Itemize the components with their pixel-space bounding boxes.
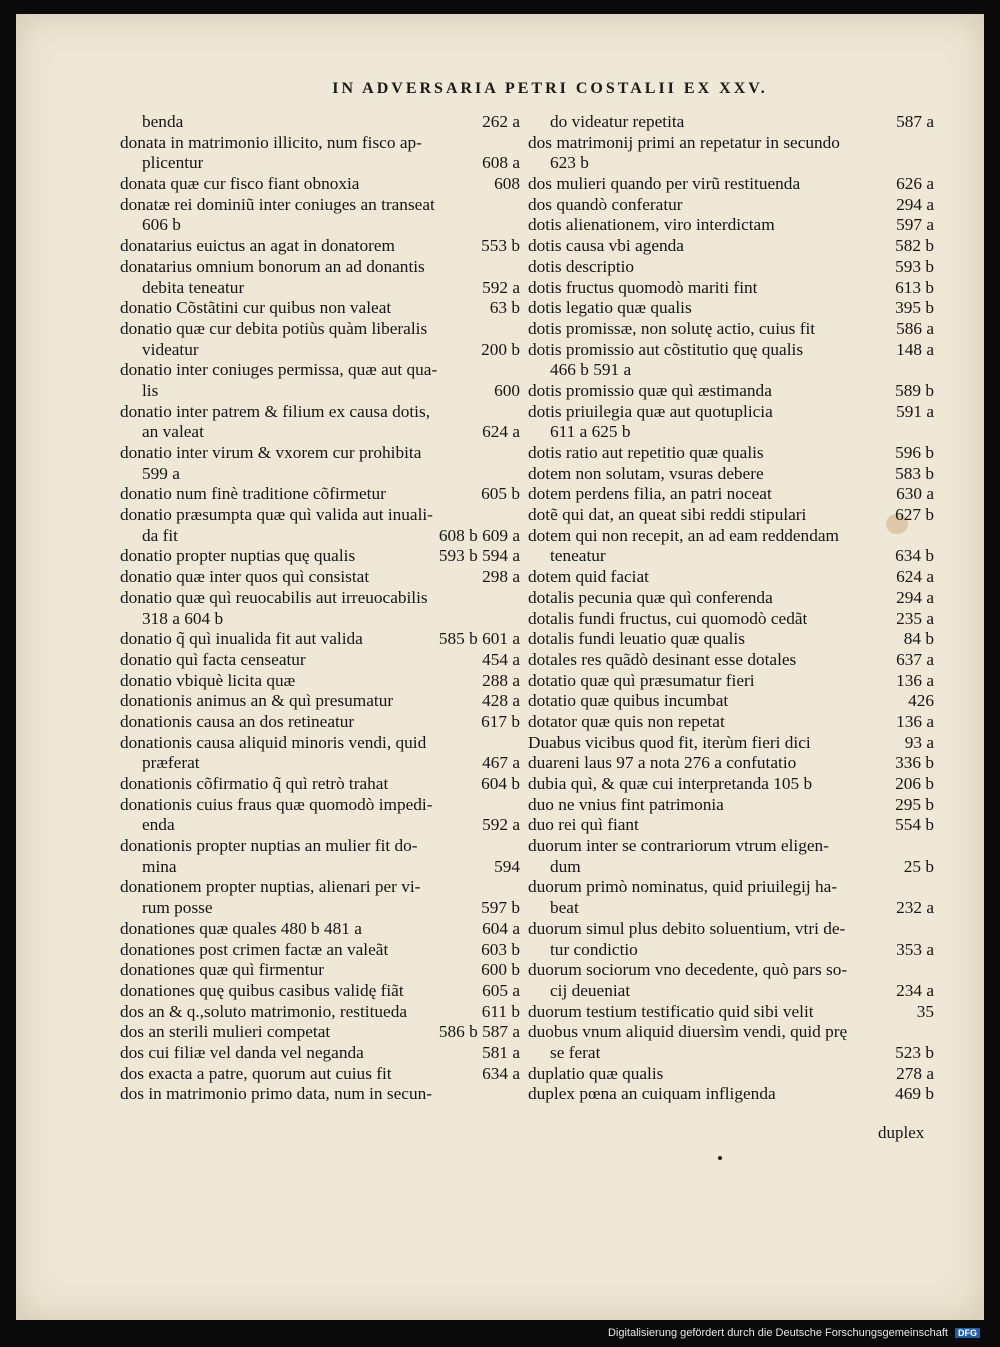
- entry-page-ref: 582 b: [895, 236, 934, 256]
- entry-text: donatarius omnium bonorum an ad donantis: [120, 256, 425, 276]
- index-entry-line: [528, 236, 934, 257]
- entry-text: dos exacta a patre, quorum aut cuius fit: [120, 1063, 392, 1083]
- entry-text: dotalis fundi leuatio quæ qualis: [528, 629, 745, 649]
- entry-text: donatio quæ inter quos quì consistat: [120, 567, 370, 587]
- entry-page-ref: 232 a: [896, 898, 934, 918]
- entry-text: donatio vbiquè licita quæ: [120, 670, 296, 690]
- entry-text: da fit: [142, 525, 178, 545]
- index-entry-line: [528, 795, 934, 816]
- entry-text: dos quandò conferatur: [528, 194, 683, 214]
- entry-text: enda: [142, 815, 175, 835]
- entry-page-ref: [928, 422, 934, 443]
- index-entry-line: [528, 733, 934, 754]
- index-entry-line: [120, 691, 520, 712]
- index-entry-line: [528, 402, 934, 423]
- index-entry-line: [120, 153, 520, 174]
- entry-text: dos mulieri quando per virũ restituenda: [528, 174, 801, 194]
- entry-page-ref: 84 b: [903, 629, 934, 649]
- entry-text: donatæ rei dominiũ inter coniuges an transeat: [120, 194, 435, 214]
- entry-page-ref: 591 a: [896, 401, 934, 421]
- entry-page-ref: 523 b: [895, 1042, 934, 1062]
- entry-page-ref: 395 b: [895, 298, 934, 318]
- entry-page-ref: 278 a: [896, 1063, 934, 1083]
- entry-page-ref: 295 b: [895, 794, 934, 814]
- index-entry-line: [528, 1022, 934, 1043]
- index-entry-line: [120, 940, 520, 961]
- index-entry-line: [120, 712, 520, 733]
- entry-text: duplex pœna an cuiquam infligenda: [528, 1084, 776, 1104]
- index-entry-line: [528, 298, 934, 319]
- entry-page-ref: [514, 464, 520, 485]
- index-entry-line: [120, 215, 520, 236]
- entry-text: dotẽ qui dat, an queat sibi reddi stipulari: [528, 505, 807, 525]
- entry-text: donatio Cõstãtini cur quibus non valeat: [120, 298, 392, 318]
- entry-page-ref: 288 a: [482, 670, 520, 690]
- index-entry-line: [528, 546, 934, 567]
- dfg-logo-icon: DFG: [955, 1328, 980, 1338]
- entry-page-ref: 613 b: [895, 277, 934, 297]
- index-entry-line: [120, 753, 520, 774]
- entry-page-ref: [514, 505, 520, 526]
- index-entry-line: [528, 422, 934, 443]
- entry-text: donata quæ cur fisco fiant obnoxia: [120, 174, 360, 194]
- index-entry-line: [528, 174, 934, 195]
- entry-page-ref: 603 b: [481, 939, 520, 959]
- digitization-credit: [608, 1327, 980, 1339]
- index-entry-line: [120, 795, 520, 816]
- index-entry-line: [528, 898, 934, 919]
- entry-text: donatio num finè traditione cõfirmetur: [120, 484, 386, 504]
- entry-page-ref: 553 b: [481, 236, 520, 256]
- entry-page-ref: [514, 836, 520, 857]
- entry-text: lis: [142, 380, 159, 400]
- entry-text: 623 b: [550, 153, 589, 173]
- entry-text: dotis ratio aut repetitio quæ qualis: [528, 443, 764, 462]
- index-entry-line: [528, 112, 934, 133]
- index-entry-line: [120, 526, 520, 547]
- entry-page-ref: 586 a: [896, 318, 934, 338]
- index-entry-line: [528, 877, 934, 898]
- index-entry-line: [528, 857, 934, 878]
- entry-text: dotis alienationem, viro interdictam: [528, 215, 775, 235]
- entry-text: dotis legatio quæ qualis: [528, 298, 692, 318]
- entry-page-ref: 35: [916, 1001, 934, 1021]
- entry-text: 611 a 625 b: [550, 422, 631, 442]
- index-entry-line: [120, 298, 520, 319]
- entry-text: rum posse: [142, 898, 213, 918]
- entry-page-ref: 608 b 609 a: [438, 525, 520, 545]
- entry-text: 318 a 604 b: [142, 608, 224, 628]
- entry-page-ref: 593 b: [895, 256, 934, 276]
- index-column-left: [120, 112, 520, 1105]
- entry-text: donationis causa an dos retineatur: [120, 711, 355, 731]
- index-entry-line: [120, 629, 520, 650]
- entry-text: duorum testium testificatio quid sibi velit: [528, 1001, 814, 1021]
- entry-page-ref: [514, 877, 520, 898]
- entry-page-ref: 597 b: [481, 898, 520, 918]
- index-column-right: [528, 112, 934, 1105]
- entry-text: 606 b: [142, 215, 181, 235]
- entry-page-ref: [928, 836, 934, 857]
- index-entry-line: [528, 629, 934, 650]
- entry-text: donatio præsumpta quæ quì valida aut inuali-: [120, 505, 433, 525]
- index-entry-line: [528, 650, 934, 671]
- entry-page-ref: [928, 153, 934, 174]
- index-entry-line: [120, 588, 520, 609]
- entry-page-ref: [928, 877, 934, 898]
- entry-text: donationis cõfirmatio q̃ quì retrò trahat: [120, 774, 389, 793]
- entry-text: debita teneatur: [142, 277, 245, 297]
- entry-text: dotis promissæ, non solutę actio, cuius fit: [528, 318, 816, 338]
- index-entry-line: [120, 774, 520, 795]
- index-entry-line: [120, 174, 520, 195]
- entry-text: præferat: [142, 753, 200, 773]
- entry-page-ref: 353 a: [896, 939, 934, 959]
- entry-page-ref: [928, 133, 934, 154]
- entry-page-ref: 581 a: [482, 1042, 520, 1062]
- entry-page-ref: 298 a: [482, 567, 520, 587]
- entry-page-ref: [514, 443, 520, 464]
- index-entry-line: [120, 278, 520, 299]
- index-entry-line: [528, 960, 934, 981]
- entry-page-ref: 604 a: [482, 918, 520, 938]
- index-entry-line: [120, 112, 520, 133]
- index-entry-line: [528, 360, 934, 381]
- index-entry-line: [120, 609, 520, 630]
- entry-page-ref: 587 a: [896, 112, 934, 131]
- index-entry-line: [120, 1002, 520, 1023]
- entry-page-ref: 63 b: [489, 298, 520, 318]
- index-entry-line: [120, 257, 520, 278]
- entry-page-ref: [928, 1022, 934, 1043]
- entry-page-ref: 611 b: [481, 1001, 520, 1021]
- entry-text: donationes quę quibus casibus validę fiãt: [120, 980, 404, 1000]
- running-header: IN ADVERSARIA PETRI COSTALII EX XXV.: [332, 80, 768, 97]
- index-entry-line: [120, 402, 520, 423]
- entry-text: dotem perdens filia, an patri noceat: [528, 484, 772, 504]
- entry-text: videatur: [142, 339, 199, 359]
- entry-text: donationis cuius fraus quæ quomodò impedi-: [120, 794, 433, 814]
- index-entry-line: [120, 546, 520, 567]
- entry-text: se ferat: [550, 1042, 601, 1062]
- entry-text: dotatio quæ quibus incumbat: [528, 691, 729, 711]
- index-entry-line: [528, 443, 934, 464]
- index-entry-line: [120, 1064, 520, 1085]
- entry-text: beat: [550, 898, 579, 918]
- entry-text: dotis fructus quomodò mariti fint: [528, 277, 758, 297]
- entry-text: donatio quì facta censeatur: [120, 649, 306, 669]
- entry-text: dotatio quæ quì præsumatur fieri: [528, 670, 755, 690]
- catchword: duplex: [878, 1123, 925, 1142]
- printer-ornament-dot: [718, 1156, 722, 1160]
- index-entry-line: [528, 919, 934, 940]
- index-entry-line: [528, 278, 934, 299]
- entry-text: donationis causa aliquid minoris vendi, quid: [120, 732, 427, 752]
- entry-text: dubia quì, & quæ cui interpretanda 105 b: [528, 774, 813, 793]
- index-entry-line: [528, 340, 934, 361]
- entry-text: Duabus vicibus quod fit, iterùm fieri dici: [528, 732, 811, 752]
- entry-text: dotem quid faciat: [528, 567, 649, 587]
- index-entry-line: [120, 319, 520, 340]
- index-entry-line: [120, 1084, 520, 1105]
- entry-page-ref: 262 a: [482, 112, 520, 131]
- entry-page-ref: 626 a: [896, 174, 934, 194]
- entry-text: duorum sociorum vno decedente, quò pars so-: [528, 960, 848, 980]
- entry-page-ref: 593 b 594 a: [438, 546, 520, 566]
- entry-page-ref: [514, 402, 520, 423]
- entry-page-ref: 93 a: [904, 732, 934, 752]
- entry-page-ref: 604 b: [481, 774, 520, 793]
- entry-text: mina: [142, 856, 177, 876]
- index-entry-line: [120, 340, 520, 361]
- entry-page-ref: [514, 609, 520, 630]
- entry-text: duareni laus 97 a nota 276 a confutatio: [528, 753, 797, 773]
- index-entry-line: [528, 836, 934, 857]
- entry-text: dotis priuilegia quæ aut quotuplicia: [528, 401, 773, 421]
- index-entry-line: [120, 567, 520, 588]
- entry-text: donationem propter nuptias, alienari per vi-: [120, 877, 421, 897]
- entry-page-ref: 235 a: [896, 608, 934, 628]
- entry-text: donatio quæ cur debita potiùs quàm liberalis: [120, 318, 428, 338]
- index-entry-line: [120, 1043, 520, 1064]
- index-entry-line: [120, 133, 520, 154]
- entry-page-ref: 624 a: [896, 567, 934, 587]
- index-entry-line: [120, 671, 520, 692]
- entry-page-ref: 554 b: [895, 815, 934, 835]
- entry-page-ref: 206 b: [895, 774, 934, 793]
- entry-page-ref: [928, 360, 934, 381]
- index-entry-line: [528, 133, 934, 154]
- entry-page-ref: 597 a: [896, 215, 934, 235]
- entry-text: donatarius euictus an agat in donatorem: [120, 236, 395, 256]
- credit-text: Digitalisierung gefördert durch die Deutsche Forschungsgemeinschaft: [607, 1327, 948, 1339]
- entry-text: dos matrimonij primi an repetatur in secundo: [528, 132, 840, 152]
- entry-text: dotem qui non recepit, an ad eam reddendam: [528, 525, 839, 545]
- entry-page-ref: 627 b: [895, 505, 934, 525]
- entry-text: donatio q̃ quì inualida fit aut valida: [120, 629, 363, 649]
- entry-text: donationis propter nuptias an mulier fit do-: [120, 836, 418, 856]
- entry-page-ref: 148 a: [896, 339, 934, 359]
- entry-page-ref: 617 b: [481, 711, 520, 731]
- entry-page-ref: 294 a: [896, 194, 934, 214]
- entry-text: plicentur: [142, 153, 204, 173]
- entry-text: dotis descriptio: [528, 256, 635, 276]
- entry-page-ref: 592 a: [482, 815, 520, 835]
- index-entry-line: [528, 609, 934, 630]
- index-entry-line: [528, 753, 934, 774]
- entry-page-ref: [514, 319, 520, 340]
- entry-page-ref: 294 a: [896, 587, 934, 607]
- index-entry-line: [528, 153, 934, 174]
- entry-page-ref: [514, 733, 520, 754]
- index-entry-line: [528, 815, 934, 836]
- entry-page-ref: 592 a: [482, 277, 520, 297]
- index-entry-line: [120, 464, 520, 485]
- entry-text: 466 b 591 a: [550, 360, 632, 380]
- entry-text: duorum primò nominatus, quid priuilegij ha-: [528, 877, 838, 897]
- entry-text: duplatio quæ qualis: [528, 1063, 664, 1083]
- entry-text: duorum simul plus debito soluentium, vtri de-: [528, 918, 846, 938]
- index-entry-line: [528, 257, 934, 278]
- entry-text: teneatur: [550, 546, 606, 566]
- entry-page-ref: 634 a: [482, 1063, 520, 1083]
- entry-text: dotem non solutam, vsuras debere: [528, 463, 764, 483]
- entry-page-ref: [514, 360, 520, 381]
- index-entry-line: [528, 215, 934, 236]
- index-entry-line: [528, 319, 934, 340]
- index-entry-line: [120, 360, 520, 381]
- entry-text: dum: [550, 856, 581, 876]
- entry-text: donationes post crimen factæ an valeãt: [120, 939, 389, 959]
- entry-page-ref: 426: [908, 691, 934, 711]
- index-entry-line: [528, 1002, 934, 1023]
- entry-page-ref: 136 a: [896, 711, 934, 731]
- index-entry-line: [120, 919, 520, 940]
- index-entry-line: [120, 960, 520, 981]
- entry-page-ref: 585 b 601 a: [438, 629, 520, 649]
- entry-page-ref: 630 a: [896, 484, 934, 504]
- index-entry-line: [528, 588, 934, 609]
- index-entry-line: [528, 1043, 934, 1064]
- entry-page-ref: [928, 960, 934, 981]
- index-entry-line: [120, 877, 520, 898]
- entry-page-ref: 589 b: [895, 380, 934, 400]
- entry-page-ref: 586 b 587 a: [438, 1022, 520, 1042]
- index-entry-line: [528, 671, 934, 692]
- entry-page-ref: 596 b: [895, 443, 934, 462]
- entry-page-ref: 637 a: [896, 649, 934, 669]
- entry-text: donatio quæ quì reuocabilis aut irreuocabilis: [120, 587, 428, 607]
- entry-text: dotales res quãdò desinant esse dotales: [528, 649, 797, 669]
- index-entry-line: [120, 857, 520, 878]
- index-entry-line: [528, 526, 934, 547]
- index-entry-line: [120, 733, 520, 754]
- index-entry-line: [528, 940, 934, 961]
- entry-text: dos in matrimonio primo data, num in secun-: [120, 1084, 432, 1104]
- index-entry-line: [120, 981, 520, 1002]
- entry-page-ref: [514, 215, 520, 236]
- index-entry-line: [120, 195, 520, 216]
- index-entry-line: [120, 1022, 520, 1043]
- entry-page-ref: [928, 919, 934, 940]
- entry-text: an valeat: [142, 422, 204, 442]
- entry-text: 599 a: [142, 463, 180, 483]
- entry-text: donatio propter nuptias quę qualis: [120, 546, 356, 566]
- entry-page-ref: 600: [494, 380, 520, 400]
- entry-text: duo ne vnius fint patrimonia: [528, 794, 724, 814]
- entry-page-ref: [514, 588, 520, 609]
- entry-page-ref: 428 a: [482, 691, 520, 711]
- entry-text: donationis animus an & quì presumatur: [120, 691, 394, 711]
- entry-page-ref: 200 b: [481, 339, 520, 359]
- entry-text: dos an sterili mulieri competat: [120, 1022, 331, 1042]
- index-entry-line: [120, 484, 520, 505]
- entry-page-ref: 469 b: [895, 1084, 934, 1104]
- entry-page-ref: 634 b: [895, 546, 934, 566]
- entry-page-ref: 608: [494, 174, 520, 194]
- entry-page-ref: [928, 526, 934, 547]
- index-entry-line: [528, 505, 934, 526]
- entry-text: duorum inter se contrariorum vtrum eligen-: [528, 836, 829, 856]
- index-entry-line: [120, 650, 520, 671]
- entry-page-ref: 605 a: [482, 980, 520, 1000]
- entry-page-ref: 600 b: [481, 960, 520, 980]
- entry-page-ref: [514, 257, 520, 278]
- entry-text: dotator quæ quis non repetat: [528, 711, 725, 731]
- entry-page-ref: 467 a: [482, 753, 520, 773]
- entry-page-ref: 234 a: [896, 980, 934, 1000]
- index-entry-line: [120, 422, 520, 443]
- entry-text: dotalis fundi fructus, cui quomodò cedãt: [528, 608, 808, 628]
- entry-text: tur condictio: [550, 939, 638, 959]
- index-entry-line: [528, 381, 934, 402]
- entry-page-ref: 605 b: [481, 484, 520, 504]
- index-entry-line: [528, 464, 934, 485]
- entry-page-ref: 136 a: [896, 670, 934, 690]
- entry-page-ref: 454 a: [482, 649, 520, 669]
- entry-text: benda: [142, 112, 184, 131]
- entry-page-ref: 594: [494, 856, 520, 876]
- entry-text: donatio inter coniuges permissa, quæ aut qua-: [120, 360, 438, 380]
- entry-page-ref: 25 b: [903, 856, 934, 876]
- index-entry-line: [120, 898, 520, 919]
- index-entry-line: [528, 195, 934, 216]
- entry-text: cij deueniat: [550, 980, 631, 1000]
- entry-text: donationes quæ quales 480 b 481 a: [120, 918, 362, 938]
- index-entry-line: [120, 443, 520, 464]
- entry-text: dos an & q.,soluto matrimonio, restitueda: [120, 1001, 408, 1021]
- entry-text: duobus vnum aliquid diuersìm vendi, quid prę: [528, 1022, 848, 1042]
- entry-text: donata in matrimonio illicito, num fisco ap-: [120, 132, 422, 152]
- index-entry-line: [528, 691, 934, 712]
- index-entry-line: [528, 712, 934, 733]
- entry-text: dotis promissio quæ quì æstimanda: [528, 380, 772, 400]
- entry-text: dotis causa vbi agenda: [528, 236, 684, 256]
- entry-text: donatio inter patrem & filium ex causa dotis,: [120, 401, 431, 421]
- index-entry-line: [528, 1064, 934, 1085]
- index-entry-line: [528, 484, 934, 505]
- entry-page-ref: 608 a: [482, 153, 520, 173]
- index-entry-line: [120, 381, 520, 402]
- index-entry-line: [120, 836, 520, 857]
- entry-page-ref: 624 a: [482, 422, 520, 442]
- entry-text: do videatur repetita: [550, 112, 685, 131]
- entry-text: donatio inter virum & vxorem cur prohibita: [120, 443, 422, 462]
- index-entry-line: [528, 1084, 934, 1105]
- entry-page-ref: [514, 195, 520, 216]
- entry-text: dos cui filiæ vel danda vel neganda: [120, 1042, 364, 1062]
- entry-text: donationes quæ quì firmentur: [120, 960, 324, 980]
- index-entry-line: [120, 815, 520, 836]
- index-entry-line: [528, 981, 934, 1002]
- entry-page-ref: [514, 133, 520, 154]
- entry-page-ref: [514, 1084, 520, 1105]
- entry-page-ref: 583 b: [895, 463, 934, 483]
- index-entry-line: [120, 236, 520, 257]
- entry-page-ref: [514, 795, 520, 816]
- entry-text: duo rei quì fiant: [528, 815, 639, 835]
- index-entry-line: [528, 774, 934, 795]
- index-entry-line: [528, 567, 934, 588]
- entry-page-ref: 336 b: [895, 753, 934, 773]
- index-entry-line: [120, 505, 520, 526]
- entry-text: dotis promissio aut cõstitutio quę qualis: [528, 339, 804, 359]
- entry-text: dotalis pecunia quæ quì conferenda: [528, 587, 773, 607]
